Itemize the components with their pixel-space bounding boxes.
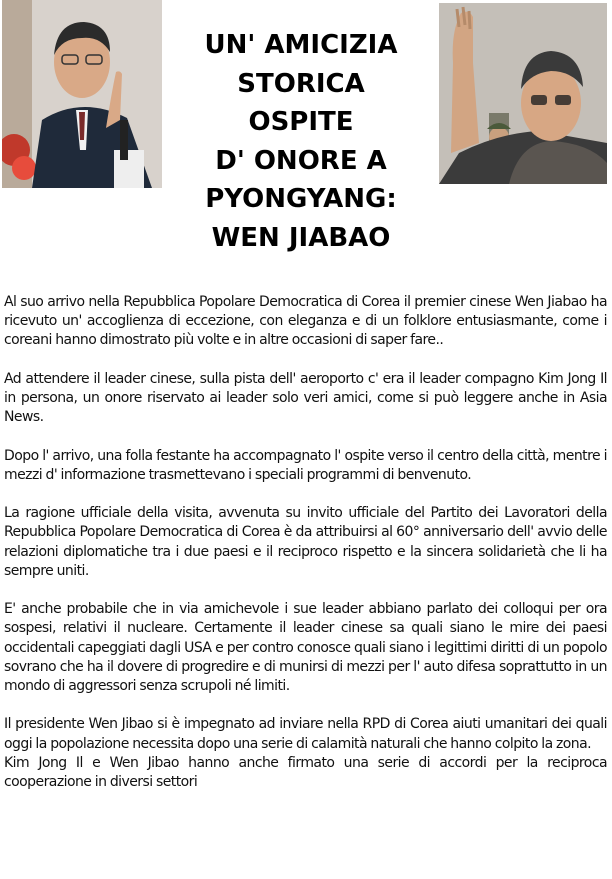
photo-wen-jiabao — [2, 0, 162, 188]
article-paragraph: Kim Jong Il e Wen Jibao hanno anche firmato una serie di accordi per la reciproca cooperazione in diversi settori — [4, 754, 607, 790]
headline-line: PYONGYANG: — [205, 184, 397, 214]
article-paragraph: Al suo arrivo nella Repubblica Popolare Democratica di Corea il premier cinese Wen Jiabao ha ricevuto un' accoglienza di eccezione, con eleganza e di un folklore entusiasmante, come i coreani hanno dimostrato più volte e in altre occasioni di saper fare.. — [4, 294, 607, 349]
article-body — [4, 293, 607, 792]
article-paragraph: Ad attendere il leader cinese, sulla pista dell' aeroporto c' era il leader compagno Kim Jong Il in persona, un onore riservato ai leader solo veri amici, come si può leggere anche in Asia News. — [4, 370, 607, 426]
article-paragraph: Il presidente Wen Jibao si è impegnato ad inviare nella RPD di Corea aiuti umanitari dei quali oggi la popolazione necessita dopo una serie di calamità naturali che hanno colpito la zona. — [4, 716, 607, 752]
headline-line: WEN JIABAO — [211, 222, 391, 253]
headline-line: OSPITE — [248, 107, 354, 137]
headline-line: STORICA — [237, 68, 365, 99]
headline-line: D' ONORE A — [215, 145, 387, 176]
headline-line: UN' AMICIZIA — [204, 30, 398, 60]
photo-kim-jong-il — [439, 3, 607, 184]
article-paragraph: La ragione ufficiale della visita, avvenuta su invito ufficiale del Partito dei Lavoratori della Repubblica Popolare Democratica di Corea è da attribuirsi al 60° anniversario dell' avvio delle relazioni diplomatiche tra i due paesi e il reciproco rispetto e la sincera solidarietà che li ha sempre uniti. — [4, 505, 607, 579]
article-paragraph: E' anche probabile che in via amichevole i sue leader abbiano parlato dei colloqui per ora sospesi, relativi il nucleare. Certamente il leader cinese sa quali siano le mire dei paesi occidentali capeggiati dagli USA e per contro conosce quali siano i legittimi diritti di un popolo sovrano che ha il dovere di progredire e di munirsi di mezzi per l' auto difesa soprattutto in un mondo di aggressori senza scrupoli né limiti. — [4, 601, 607, 694]
headline — [168, 26, 434, 257]
article-paragraph: Dopo l' arrivo, una folla festante ha accompagnato l' ospite verso il centro della città, mentre i mezzi d' informazione trasmettevano i speciali programmi di benvenuto. — [4, 447, 607, 483]
